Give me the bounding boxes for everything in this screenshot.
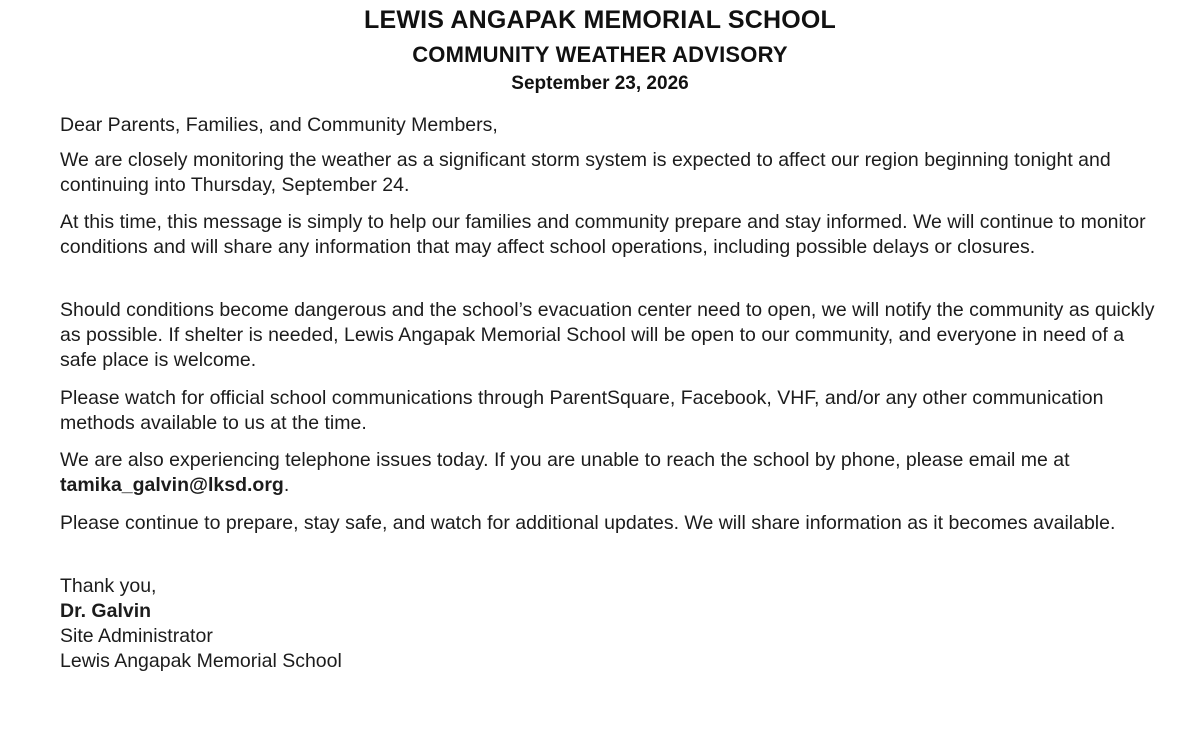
telephone-issues-period: . xyxy=(283,474,290,496)
letter-salutation xyxy=(60,113,1155,138)
letter-signature-block xyxy=(60,574,1155,674)
advisory-title: COMMUNITY WEATHER ADVISORY xyxy=(412,42,788,67)
paragraph-prepare-informed-text: At this time, this message is simply to help our families and community prepare and stay informed. We will continue to monitor conditions and will share any information that may affect school operations, including possible delays or closures. xyxy=(60,211,1146,258)
telephone-issues-text: We are also experiencing telephone issues today. If you are unable to reach the school by phone, please email me at xyxy=(60,449,1070,471)
contact-email[interactable]: tamika_galvin@lksd.org xyxy=(60,474,284,496)
signer-name: Dr. Galvin xyxy=(60,600,152,622)
paragraph-telephone-issues-text xyxy=(60,448,1155,498)
paragraph-storm-notice xyxy=(60,148,1155,198)
paragraph-evacuation-center-text: Should conditions become dangerous and the school’s evacuation center need to open, we will notify the community as quickly as possible. If shelter is needed, Lewis Angapak Memorial School will be open to our community, and everyone in need of a safe place is welcome. xyxy=(60,299,1155,371)
paragraph-prepare-informed xyxy=(60,210,1155,260)
paragraph-stay-safe xyxy=(60,511,1155,536)
paragraph-stay-safe-text: Please continue to prepare, stay safe, and watch for additional updates. We will share information as it becomes available. xyxy=(60,512,1116,534)
paragraph-evacuation-center xyxy=(60,298,1155,373)
paragraph-telephone-issues xyxy=(60,448,1155,498)
salutation-text: Dear Parents, Families, and Community Members, xyxy=(60,114,498,136)
paragraph-storm-notice-text: We are closely monitoring the weather as a significant storm system is expected to affect our region beginning tonight and continuing into Thursday, September 24. xyxy=(60,149,1111,196)
paragraph-communications xyxy=(60,386,1155,436)
closing-thanks: Thank you, xyxy=(60,575,157,597)
signer-role: Site Administrator xyxy=(60,625,213,647)
advisory-date: September 23, 2026 xyxy=(511,73,689,94)
school-name-heading: LEWIS ANGAPAK MEMORIAL SCHOOL xyxy=(364,6,836,34)
paragraph-communications-text: Please watch for official school communications through ParentSquare, Facebook, VHF, and/or any other communication methods available to us at the time. xyxy=(60,387,1104,434)
signer-school: Lewis Angapak Memorial School xyxy=(60,650,342,672)
